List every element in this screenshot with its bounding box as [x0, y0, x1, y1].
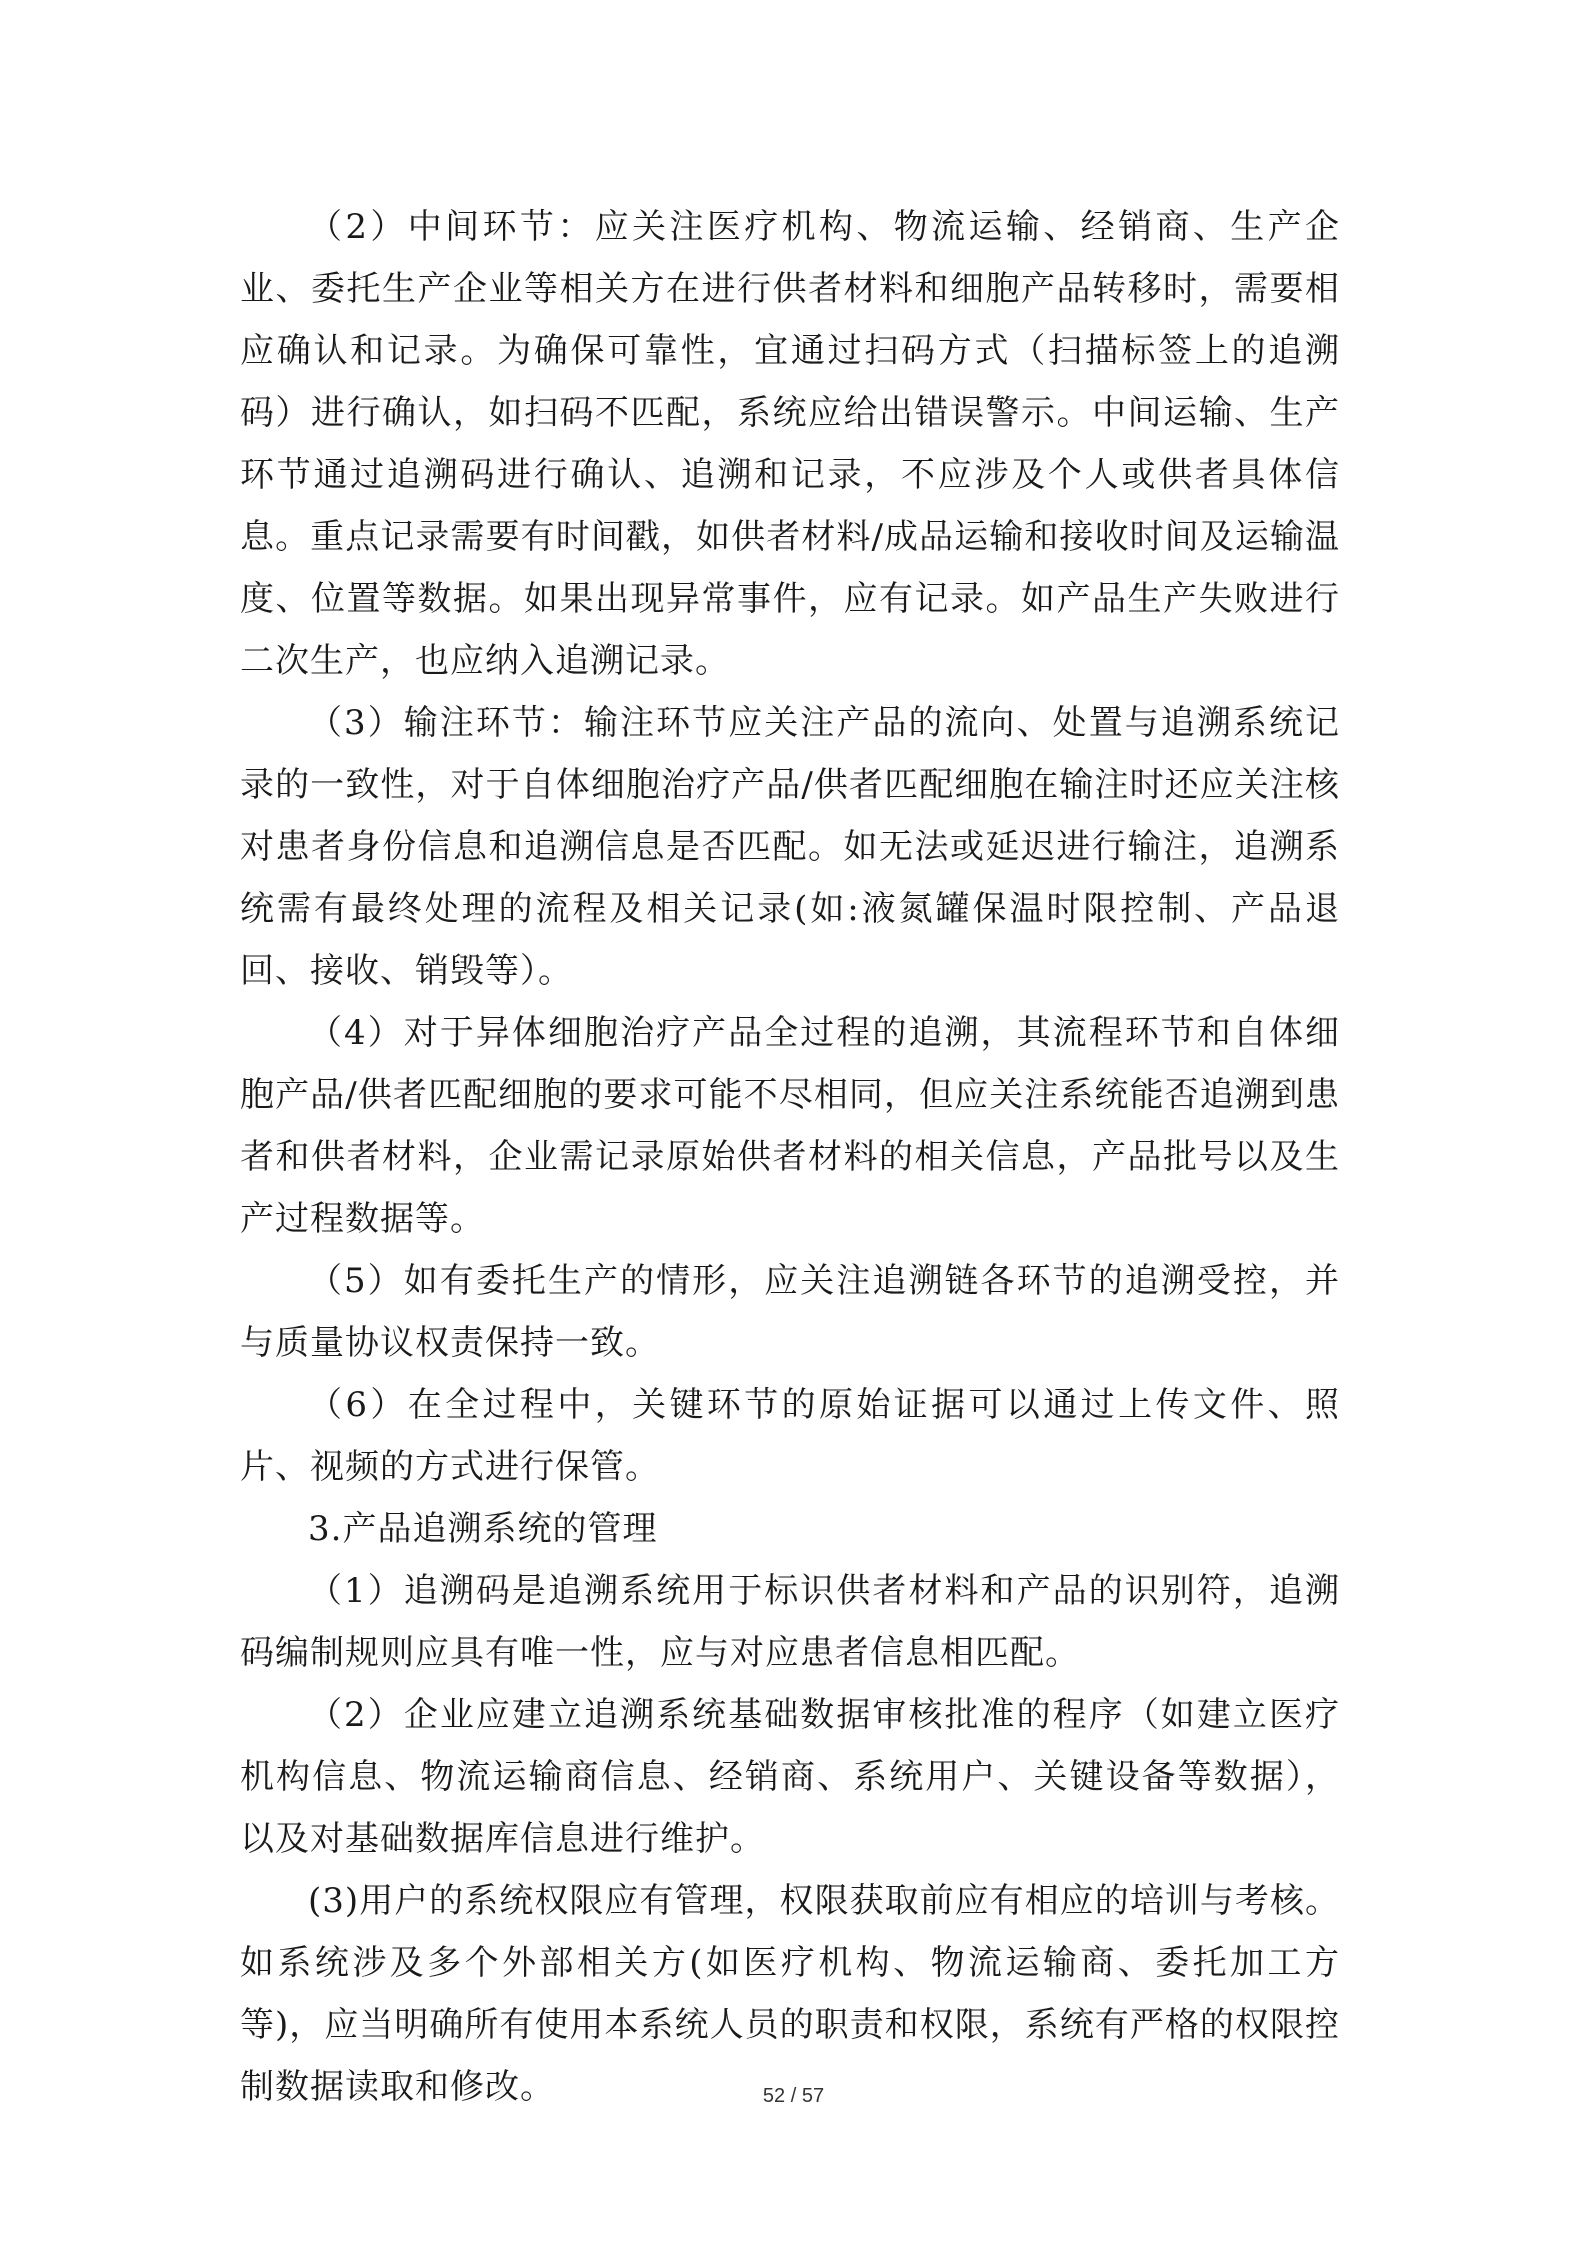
paragraph-trace-code: （1）追溯码是追溯系统用于标识供者材料和产品的识别符，追溯码编制规则应具有唯一性，应与对应患者信息相匹配。	[240, 1571, 1340, 1673]
paragraph-infusion-stage: （3）输注环节：输注环节应关注产品的流向、处置与追溯系统记录的一致性，对于自体细胞治疗产品/供者匹配细胞在输注时还应关注核对患者身份信息和追溯信息是否匹配。如无法或延迟进行输注，追溯系统需有最终处理的流程及相关记录(如:液氮罐保温时限控制、产品退回、接收、销毁等）。	[240, 703, 1340, 991]
paragraph-allogeneic-traceability: （4）对于异体细胞治疗产品全过程的追溯，其流程环节和自体细胞产品/供者匹配细胞的要求可能不尽相同，但应关注系统能否追溯到患者和供者材料，企业需记录原始供者材料的相关信息，产品批号以及生产过程数据等。	[240, 1013, 1340, 1239]
paragraph-original-evidence: （6）在全过程中，关键环节的原始证据可以通过上传文件、照片、视频的方式进行保管。	[240, 1385, 1340, 1487]
section-heading-system-management: 3.产品追溯系统的管理	[308, 1509, 658, 1549]
paragraph-contract-manufacturing: （5）如有委托生产的情形，应关注追溯链各环节的追溯受控，并与质量协议权责保持一致。	[240, 1261, 1340, 1363]
page-number: 52 / 57	[762, 2085, 825, 2107]
paragraph-base-data-review: （2）企业应建立追溯系统基础数据审核批准的程序（如建立医疗机构信息、物流运输商信息、经销商、系统用户、关键设备等数据），以及对基础数据库信息进行维护。	[240, 1695, 1340, 1859]
paragraph-intermediate-stage: （2）中间环节：应关注医疗机构、物流运输、经销商、生产企业、委托生产企业等相关方在进行供者材料和细胞产品转移时，需要相应确认和记录。为确保可靠性，宜通过扫码方式（扫描标签上的追溯码）进行确认，如扫码不匹配，系统应给出错误警示。中间运输、生产环节通过追溯码进行确认、追溯和记录，不应涉及个人或供者具体信息。重点记录需要有时间戳，如供者材料/成品运输和接收时间及运输温度、位置等数据。如果出现异常事件，应有记录。如产品生产失败进行二次生产，也应纳入追溯记录。	[240, 207, 1340, 681]
document-body	[240, 196, 1340, 2118]
paragraph-user-permissions: (3)用户的系统权限应有管理，权限获取前应有相应的培训与考核。如系统涉及多个外部相关方(如医疗机构、物流运输商、委托加工方等)，应当明确所有使用本系统人员的职责和权限，系统有严格的权限控制数据读取和修改。	[240, 1881, 1340, 2107]
